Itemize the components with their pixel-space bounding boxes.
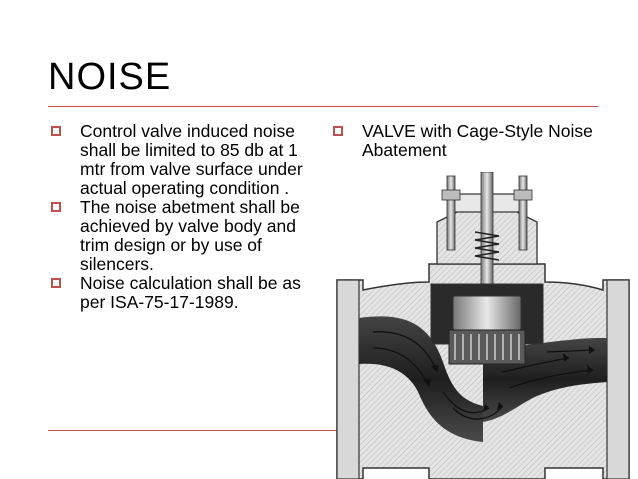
footer-divider xyxy=(48,430,338,431)
bullet-item xyxy=(330,122,610,160)
checkbox-bullet-icon xyxy=(51,126,61,136)
bullet-item xyxy=(48,198,316,274)
bullet-item xyxy=(48,274,316,312)
right-stud xyxy=(519,176,527,250)
left-bullet-list xyxy=(48,122,316,312)
slide-title: NOISE xyxy=(48,56,172,98)
valve-cutaway-illustration xyxy=(333,172,631,479)
bullet-text: Noise calculation shall be as per ISA-75-17-1989. xyxy=(80,273,301,312)
bullet-text: VALVE with Cage-Style Noise Abatement xyxy=(362,121,593,160)
right-flange xyxy=(607,280,629,479)
checkbox-bullet-icon xyxy=(333,126,343,136)
left-nut xyxy=(442,190,460,200)
bullet-item xyxy=(48,122,316,198)
checkbox-bullet-icon xyxy=(51,202,61,212)
title-divider xyxy=(48,106,598,107)
valve-plug xyxy=(453,296,521,330)
left-flange xyxy=(337,280,359,479)
left-stud xyxy=(447,176,455,250)
right-bullet-list xyxy=(330,122,610,160)
bullet-text: The noise abetment shall be achieved by valve body and trim design or by use of silencers. xyxy=(80,197,300,274)
checkbox-bullet-icon xyxy=(51,278,61,288)
bullet-text: Control valve induced noise shall be limited to 85 db at 1 mtr from valve surface under actual operating condition . xyxy=(80,121,303,198)
right-nut xyxy=(514,190,532,200)
